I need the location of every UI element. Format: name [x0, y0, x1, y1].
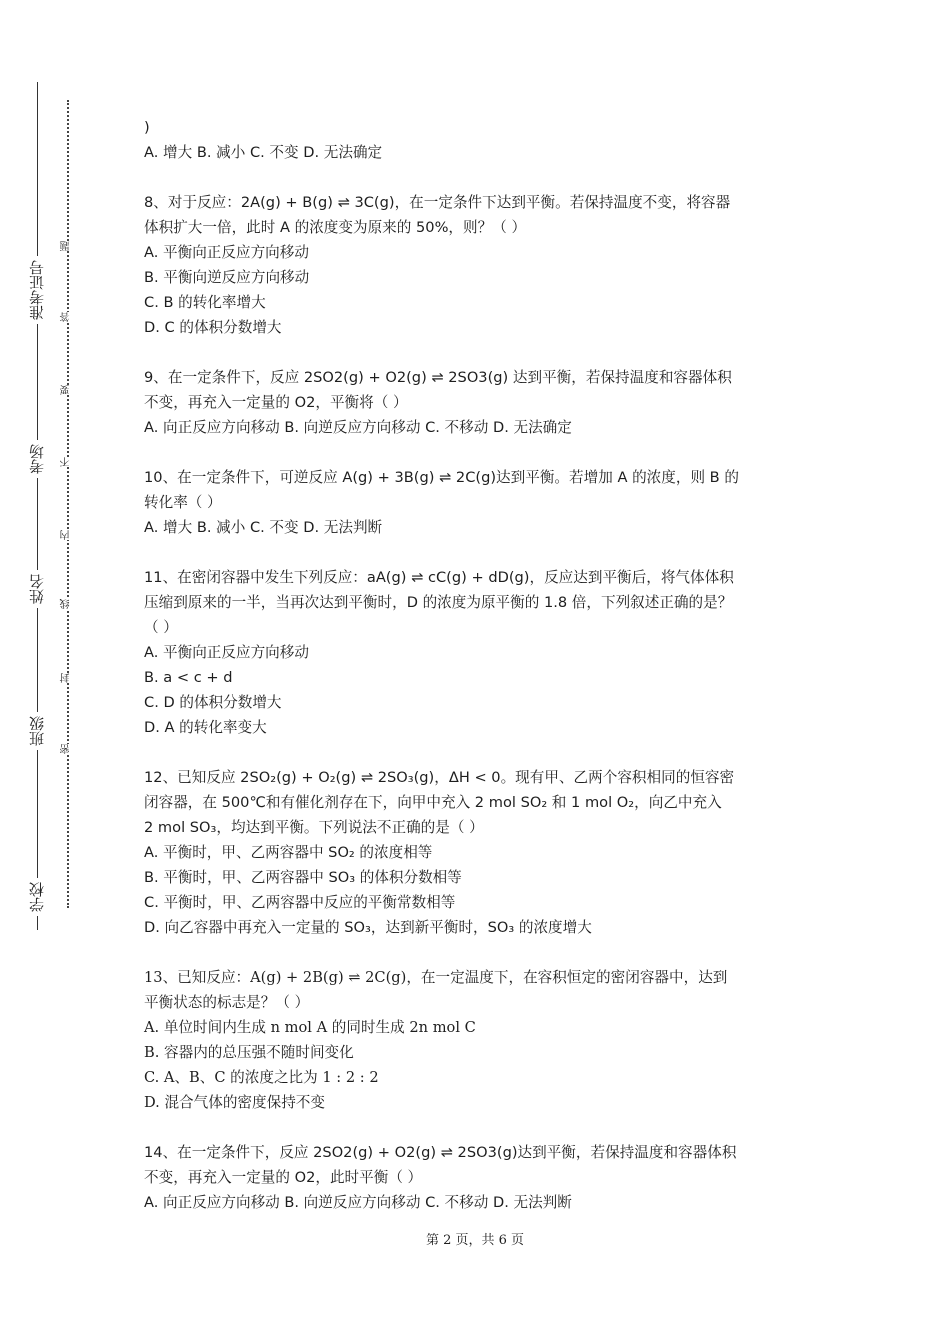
seal-char: 答	[59, 312, 75, 322]
question-line: D. A 的转化率变大	[144, 719, 267, 736]
question-line: D. 混合气体的密度保持不变	[144, 1094, 325, 1111]
question-line: 闭容器，在 500℃和有催化剂存在下，向甲中充入 2 mol SO₂ 和 1 mol O₂，向乙中充入	[144, 794, 722, 811]
question-line: B. a < c + d	[144, 669, 233, 686]
question-block	[144, 965, 814, 1115]
question-line: B. 容器内的总压强不随时间变化	[144, 1044, 354, 1061]
question-line: A. 向正反应方向移动 B. 向逆反应方向移动 C. 不移动 D. 无法判断	[144, 1194, 572, 1211]
question-line: A. 平衡时，甲、乙两容器中 SO₂ 的浓度相等	[144, 844, 433, 861]
question-list	[144, 115, 814, 1215]
question-block	[144, 190, 814, 340]
seal-char: 内	[59, 530, 75, 540]
question-line: 不变，再充入一定量的 O2，平衡将（ ）	[144, 394, 408, 411]
question-line: 13、已知反应：A(g) + 2B(g) ⇌ 2C(g)，在一定温度下，在容积恒定的密闭容器中，达到	[144, 969, 728, 986]
binding-label: 姓名	[22, 570, 52, 608]
question-line: A. 单位时间内生成 n mol A 的同时生成 2n mol C	[144, 1019, 476, 1036]
binding-label: 考场	[22, 440, 52, 478]
seal-char: 不	[59, 457, 75, 467]
question-line: B. 平衡向逆反应方向移动	[144, 269, 310, 286]
question-line: )	[144, 119, 150, 136]
question-line: D. C 的体积分数增大	[144, 319, 282, 336]
question-line: 平衡状态的标志是？（ ）	[144, 994, 310, 1011]
seal-char: 密	[59, 744, 75, 754]
question-line: 体积扩大一倍，此时 A 的浓度变为原来的 50%，则？（ ）	[144, 219, 527, 236]
question-line: （ ）	[144, 619, 178, 636]
question-block	[144, 1140, 814, 1215]
question-line: 9、在一定条件下，反应 2SO2(g) + O2(g) ⇌ 2SO3(g) 达到平衡，若保持温度和容器体积	[144, 369, 732, 386]
question-block	[144, 365, 814, 440]
question-line: D. 向乙容器中再充入一定量的 SO₃，达到新平衡时，SO₃ 的浓度增大	[144, 919, 592, 936]
question-line: A. 平衡向正反应方向移动	[144, 644, 309, 661]
page-footer: 第 2 页，共 6 页	[425, 1233, 525, 1248]
question-line: A. 向正反应方向移动 B. 向逆反应方向移动 C. 不移动 D. 无法确定	[144, 419, 572, 436]
question-line: A. 增大 B. 减小 C. 不变 D. 无法判断	[144, 519, 383, 536]
question-line: A. 增大 B. 减小 C. 不变 D. 无法确定	[144, 144, 383, 161]
question-line: A. 平衡向正反应方向移动	[144, 244, 309, 261]
binding-solid-line	[37, 82, 38, 930]
question-line: 12、已知反应 2SO₂(g) + O₂(g) ⇌ 2SO₃(g)，ΔH < 0。现有甲、乙两个容积相同的恒容密	[144, 769, 735, 786]
question-block	[144, 115, 814, 165]
question-line: 11、在密闭容器中发生下列反应：aA(g) ⇌ cC(g) + dD(g)，反应达到平衡后，将气体体积	[144, 569, 734, 586]
question-line: B. 平衡时，甲、乙两容器中 SO₃ 的体积分数相等	[144, 869, 462, 886]
question-line: 8、对于反应：2A(g) + B(g) ⇌ 3C(g)，在一定条件下达到平衡。若保持温度不变，将容器	[144, 194, 731, 211]
binding-label: 学校	[22, 878, 52, 916]
question-line: C. D 的体积分数增大	[144, 694, 282, 711]
question-block	[144, 765, 814, 940]
seal-char: 线	[59, 599, 75, 609]
seal-char: 封	[59, 673, 75, 683]
question-line: 不变，再充入一定量的 O2，此时平衡（ ）	[144, 1169, 423, 1186]
question-block	[144, 565, 814, 740]
question-line: 转化率（ ）	[144, 494, 222, 511]
binding-label: 准考证号	[22, 256, 52, 324]
question-line: 14、在一定条件下，反应 2SO2(g) + O2(g) ⇌ 2SO3(g)达到平衡，若保持温度和容器体积	[144, 1144, 737, 1161]
question-line: C. B 的转化率增大	[144, 294, 266, 311]
question-block	[144, 465, 814, 540]
seal-char: 题	[59, 241, 75, 251]
binding-label: 班级	[22, 712, 52, 750]
question-line: 10、在一定条件下，可逆反应 A(g) + 3B(g) ⇌ 2C(g)达到平衡。若增加 A 的浓度，则 B 的	[144, 469, 739, 486]
question-line: C. A、B、C 的浓度之比为 1 : 2 : 2	[144, 1069, 379, 1086]
binding-dotted-line	[67, 100, 69, 908]
question-line: 压缩到原来的一半，当再次达到平衡时，D 的浓度为原平衡的 1.8 倍，下列叙述正确的是？	[144, 594, 733, 611]
question-line: C. 平衡时，甲、乙两容器中反应的平衡常数相等	[144, 894, 456, 911]
question-line: 2 mol SO₃，均达到平衡。下列说法不正确的是（ ）	[144, 819, 484, 836]
seal-char: 要	[59, 385, 75, 395]
